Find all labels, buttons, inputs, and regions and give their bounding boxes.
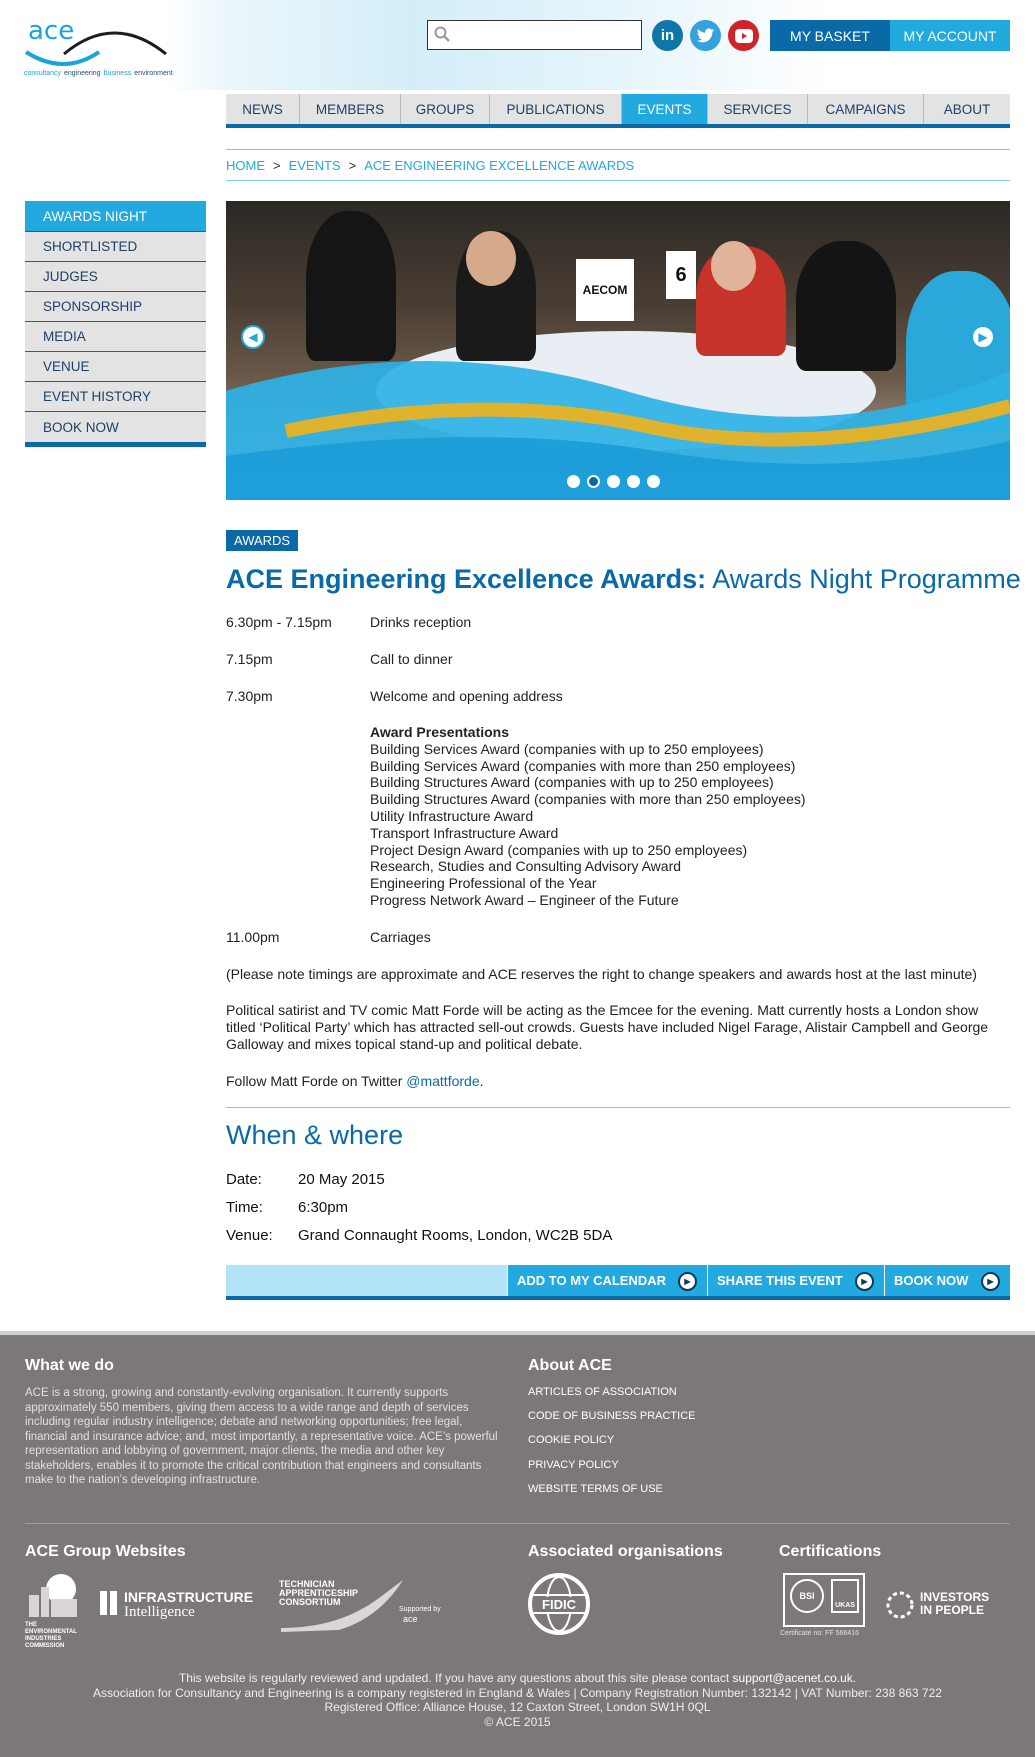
main-nav bbox=[226, 94, 1010, 128]
slider-dots bbox=[567, 475, 660, 488]
slider-dot[interactable] bbox=[607, 475, 620, 488]
footer-top-border bbox=[0, 1331, 1035, 1335]
award-item: Building Services Award (companies with up to 250 employees) bbox=[370, 740, 764, 757]
sidebar-item-media[interactable]: MEDIA bbox=[25, 322, 206, 352]
slider-next-arrow-icon[interactable]: ▶ bbox=[971, 325, 995, 349]
sidebar-item-judges[interactable]: JUDGES bbox=[25, 262, 206, 292]
ukas-mark: UKAS bbox=[831, 1579, 859, 1613]
tagline-word: engineering bbox=[63, 70, 101, 77]
add-to-calendar-button[interactable] bbox=[507, 1265, 707, 1296]
logo-tagline bbox=[24, 70, 176, 77]
follow-paragraph bbox=[226, 1073, 1011, 1090]
date-label: Date: bbox=[226, 1171, 262, 1188]
footer-contact-end: . bbox=[852, 1671, 857, 1685]
nav-members[interactable]: MEMBERS bbox=[300, 94, 401, 124]
follow-text: Follow Matt Forde on Twitter bbox=[226, 1073, 407, 1089]
book-now-label: BOOK NOW bbox=[894, 1273, 969, 1288]
breadcrumb-separator: > bbox=[273, 157, 281, 173]
sidebar-item-event-history[interactable]: EVENT HISTORY bbox=[25, 382, 206, 412]
ace-logo[interactable] bbox=[24, 18, 174, 80]
programme-desc: Welcome and opening address bbox=[370, 688, 563, 704]
hero-table-number: 6 bbox=[666, 251, 696, 299]
footer-link-privacy[interactable]: PRIVACY POLICY bbox=[528, 1458, 619, 1471]
slider-dot[interactable] bbox=[647, 475, 660, 488]
award-presentations bbox=[370, 724, 806, 909]
sidebar-item-awards-night[interactable]: AWARDS NIGHT bbox=[25, 201, 206, 232]
category-tag[interactable]: AWARDS bbox=[226, 530, 298, 551]
about-ace-heading: About ACE bbox=[528, 1357, 612, 1374]
support-email-link[interactable]: support@acenet.co.uk bbox=[732, 1671, 853, 1685]
hero-table-sign: AECOM bbox=[576, 259, 634, 321]
section-divider bbox=[226, 1107, 1010, 1108]
award-item: Project Design Award (companies with up to 250 employees) bbox=[370, 841, 748, 858]
when-where-heading: When & where bbox=[226, 1120, 404, 1150]
bsi-certification-logo[interactable] bbox=[783, 1573, 865, 1627]
youtube-icon[interactable] bbox=[728, 20, 759, 51]
my-basket-button[interactable]: MY BASKET bbox=[770, 20, 890, 51]
footer-office-line: Registered Office: Alliance House, 12 Caxton Street, London SW1H 0QL bbox=[324, 1700, 711, 1714]
award-item: Research, Studies and Consulting Advisory Award bbox=[370, 858, 682, 875]
sidebar-item-venue[interactable]: VENUE bbox=[25, 352, 206, 382]
tagline-word: business bbox=[103, 70, 132, 77]
footer-legal bbox=[0, 1671, 1035, 1729]
twitter-icon[interactable] bbox=[690, 20, 721, 51]
what-we-do-heading: What we do bbox=[25, 1357, 114, 1374]
programme-time: 6.30pm - 7.15pm bbox=[226, 614, 332, 630]
title-light: Awards Night Programme bbox=[712, 564, 1021, 594]
programme-time: 7.15pm bbox=[226, 651, 273, 667]
ii-bar-icon bbox=[110, 1591, 117, 1615]
nav-events[interactable]: EVENTS bbox=[622, 94, 708, 124]
emcee-paragraph: Political satirist and TV comic Matt Forde will be acting as the Emcee for the evening. Matt currently hosts a London show titled ‘Political Party’ which has attracted sell-out crowds. Guests have included Nigel Farage, Alistair Campbell and George Galloway and mixes topical stand-up and political debate. bbox=[226, 1002, 989, 1052]
title-bold: ACE Engineering Excellence Awards: bbox=[226, 564, 707, 594]
footer-link-cookie[interactable]: COOKIE POLICY bbox=[528, 1434, 615, 1447]
bsi-mark: BSI bbox=[790, 1579, 824, 1613]
sidebar-item-sponsorship[interactable]: SPONSORSHIP bbox=[25, 292, 206, 322]
play-arrow-icon: ▶ bbox=[678, 1272, 697, 1291]
page-title bbox=[226, 564, 1021, 595]
nav-groups[interactable]: GROUPS bbox=[401, 94, 490, 124]
what-we-do-text: ACE is a strong, growing and constantly-evolving organisation. It currently supports approximately 550 members, giving them access to a wide range and depth of services including regular industry intelligence; debate and networking opportunities; free legal, financial and insurance advice; and, most importantly, a representative voice. ACE’s powerful representation and lobbying of government, major clients, the media and other key stakeholders, enables it to promote the critical contribution that engineers and consultants make to the nation’s developing infrastructure. bbox=[25, 1387, 498, 1486]
tac-logo-line1: TECHNICIAN bbox=[279, 1579, 335, 1589]
associated-orgs-heading: Associated organisations bbox=[528, 1543, 723, 1560]
investors-in-people-logo[interactable] bbox=[884, 1589, 994, 1623]
ii-logo-line1: INFRASTRUCTURE bbox=[124, 1589, 254, 1605]
youtube-play-icon bbox=[735, 29, 753, 43]
footer-divider bbox=[25, 1523, 1010, 1524]
award-item: Utility Infrastructure Award bbox=[370, 807, 534, 824]
footer-link-articles[interactable]: ARTICLES OF ASSOCIATION bbox=[528, 1386, 677, 1398]
programme-desc: Carriages bbox=[370, 929, 431, 945]
iip-line2: IN PEOPLE bbox=[920, 1603, 985, 1617]
technician-apprenticeship-logo[interactable] bbox=[279, 1578, 449, 1634]
supported-by-ace-text: ace bbox=[403, 1614, 418, 1624]
play-arrow-icon: ▶ bbox=[855, 1272, 874, 1291]
slider-dot[interactable] bbox=[627, 475, 640, 488]
hero-wave-graphic bbox=[226, 201, 1010, 500]
twitter-handle-link[interactable]: @mattforde bbox=[406, 1073, 480, 1089]
share-event-label: SHARE THIS EVENT bbox=[717, 1273, 843, 1288]
programme-desc: Call to dinner bbox=[370, 651, 453, 667]
my-account-button[interactable]: MY ACCOUNT bbox=[890, 20, 1010, 51]
breadcrumb bbox=[226, 149, 1010, 181]
group-websites-heading: ACE Group Websites bbox=[25, 1543, 186, 1560]
slider-prev-arrow-icon[interactable]: ◀ bbox=[241, 325, 265, 349]
timing-note: (Please note timings are approximate and ACE reserves the right to change speakers and awards host at the last minute) bbox=[226, 966, 977, 982]
award-item: Transport Infrastructure Award bbox=[370, 824, 559, 841]
linkedin-icon[interactable]: in bbox=[652, 20, 683, 51]
footer-company-line: Association for Consultancy and Engineering is a company registered in England & Wales | Company Registration Number: 132142 | VAT Number: 238 863 722 bbox=[93, 1685, 942, 1700]
footer-contact-text: This website is regularly reviewed and updated. If you have any questions about this site please contact bbox=[178, 1671, 733, 1685]
share-event-button[interactable] bbox=[707, 1265, 884, 1296]
footer-link-code[interactable]: CODE OF BUSINESS PRACTICE bbox=[528, 1410, 696, 1423]
tac-logo-line3: CONSORTIUM bbox=[279, 1597, 341, 1607]
award-item: Building Services Award (companies with more than 250 employees) bbox=[370, 757, 796, 774]
footer-copyright: © ACE 2015 bbox=[484, 1714, 551, 1729]
slider-dot[interactable] bbox=[567, 475, 580, 488]
iip-line1: INVESTORS bbox=[920, 1590, 990, 1604]
nav-campaigns[interactable]: CAMPAIGNS bbox=[808, 94, 924, 124]
follow-end: . bbox=[479, 1073, 484, 1089]
search-box[interactable] bbox=[427, 20, 642, 50]
breadcrumb-separator: > bbox=[348, 157, 357, 173]
footer-link-terms[interactable]: WEBSITE TERMS OF USE bbox=[528, 1482, 663, 1495]
search-icon bbox=[434, 26, 450, 42]
eic-logo[interactable] bbox=[25, 1573, 81, 1649]
footer-contact-line bbox=[0, 1671, 1035, 1686]
sidebar-item-book-now[interactable]: BOOK NOW bbox=[25, 412, 206, 442]
award-item: Progress Network Award – Engineer of the Future bbox=[370, 891, 679, 908]
certificate-number: Certificate no: FF 566416 bbox=[780, 1630, 859, 1637]
sidebar-menu bbox=[25, 201, 206, 447]
programme-time: 11.00pm bbox=[226, 929, 280, 945]
tac-logo-line2: APPRENTICESHIP bbox=[279, 1588, 359, 1598]
fidic-logo[interactable] bbox=[528, 1573, 590, 1635]
logo-swoosh-icon bbox=[24, 18, 174, 68]
certifications-heading: Certifications bbox=[779, 1543, 882, 1560]
breadcrumb-home[interactable]: HOME bbox=[226, 157, 265, 173]
award-item: Building Structures Award (companies with up to 250 employees) bbox=[370, 774, 774, 791]
supported-by-text: Supported by bbox=[399, 1606, 441, 1613]
venue-value: Grand Connaught Rooms, London, WC2B 5DA bbox=[298, 1227, 613, 1244]
add-to-calendar-label: ADD TO MY CALENDAR bbox=[517, 1273, 667, 1288]
event-action-bar bbox=[226, 1265, 1010, 1300]
venue-label: Venue: bbox=[226, 1227, 273, 1244]
ii-logo-line2: Intelligence bbox=[124, 1604, 195, 1620]
about-ace-links bbox=[528, 1386, 695, 1507]
time-label: Time: bbox=[226, 1199, 263, 1216]
hero-slider bbox=[226, 201, 1010, 500]
programme-time: 7.30pm bbox=[226, 688, 273, 704]
twitter-bird-icon bbox=[697, 28, 715, 43]
eic-building-icon bbox=[25, 1573, 81, 1617]
slider-dot-active[interactable] bbox=[587, 475, 600, 488]
play-arrow-icon: ▶ bbox=[981, 1272, 1000, 1291]
eic-logo-text: THE ENVIRONMENTAL INDUSTRIES COMMISSION bbox=[25, 1622, 77, 1649]
sidebar-item-shortlisted[interactable]: SHORTLISTED bbox=[25, 232, 206, 262]
date-value: 20 May 2015 bbox=[298, 1171, 385, 1188]
breadcrumb-events[interactable]: EVENTS bbox=[288, 157, 341, 173]
nav-publications[interactable]: PUBLICATIONS bbox=[490, 94, 622, 124]
award-item: Engineering Professional of the Year bbox=[370, 875, 597, 892]
logo-wordmark: ace bbox=[28, 16, 75, 46]
iip-wreath-icon bbox=[884, 1589, 916, 1621]
nav-services[interactable]: SERVICES bbox=[708, 94, 808, 124]
book-now-button[interactable] bbox=[884, 1265, 1010, 1296]
breadcrumb-current[interactable]: ACE ENGINEERING EXCELLENCE AWARDS bbox=[364, 157, 635, 173]
tagline-word: environment bbox=[134, 70, 173, 77]
infrastructure-intelligence-logo[interactable] bbox=[100, 1589, 260, 1623]
search-input[interactable] bbox=[456, 24, 636, 46]
site-header bbox=[0, 0, 1035, 90]
programme-desc: Drinks reception bbox=[370, 614, 472, 630]
award-item: Building Structures Award (companies with more than 250 employees) bbox=[370, 791, 806, 808]
tagline-word: consultancy bbox=[24, 70, 61, 77]
awards-heading: Award Presentations bbox=[370, 724, 510, 740]
nav-about[interactable]: ABOUT bbox=[924, 94, 1010, 124]
time-value: 6:30pm bbox=[298, 1199, 349, 1216]
nav-news[interactable]: NEWS bbox=[226, 94, 300, 124]
ii-bar-icon bbox=[100, 1591, 107, 1615]
fidic-logo-text: FIDIC bbox=[534, 1597, 584, 1612]
